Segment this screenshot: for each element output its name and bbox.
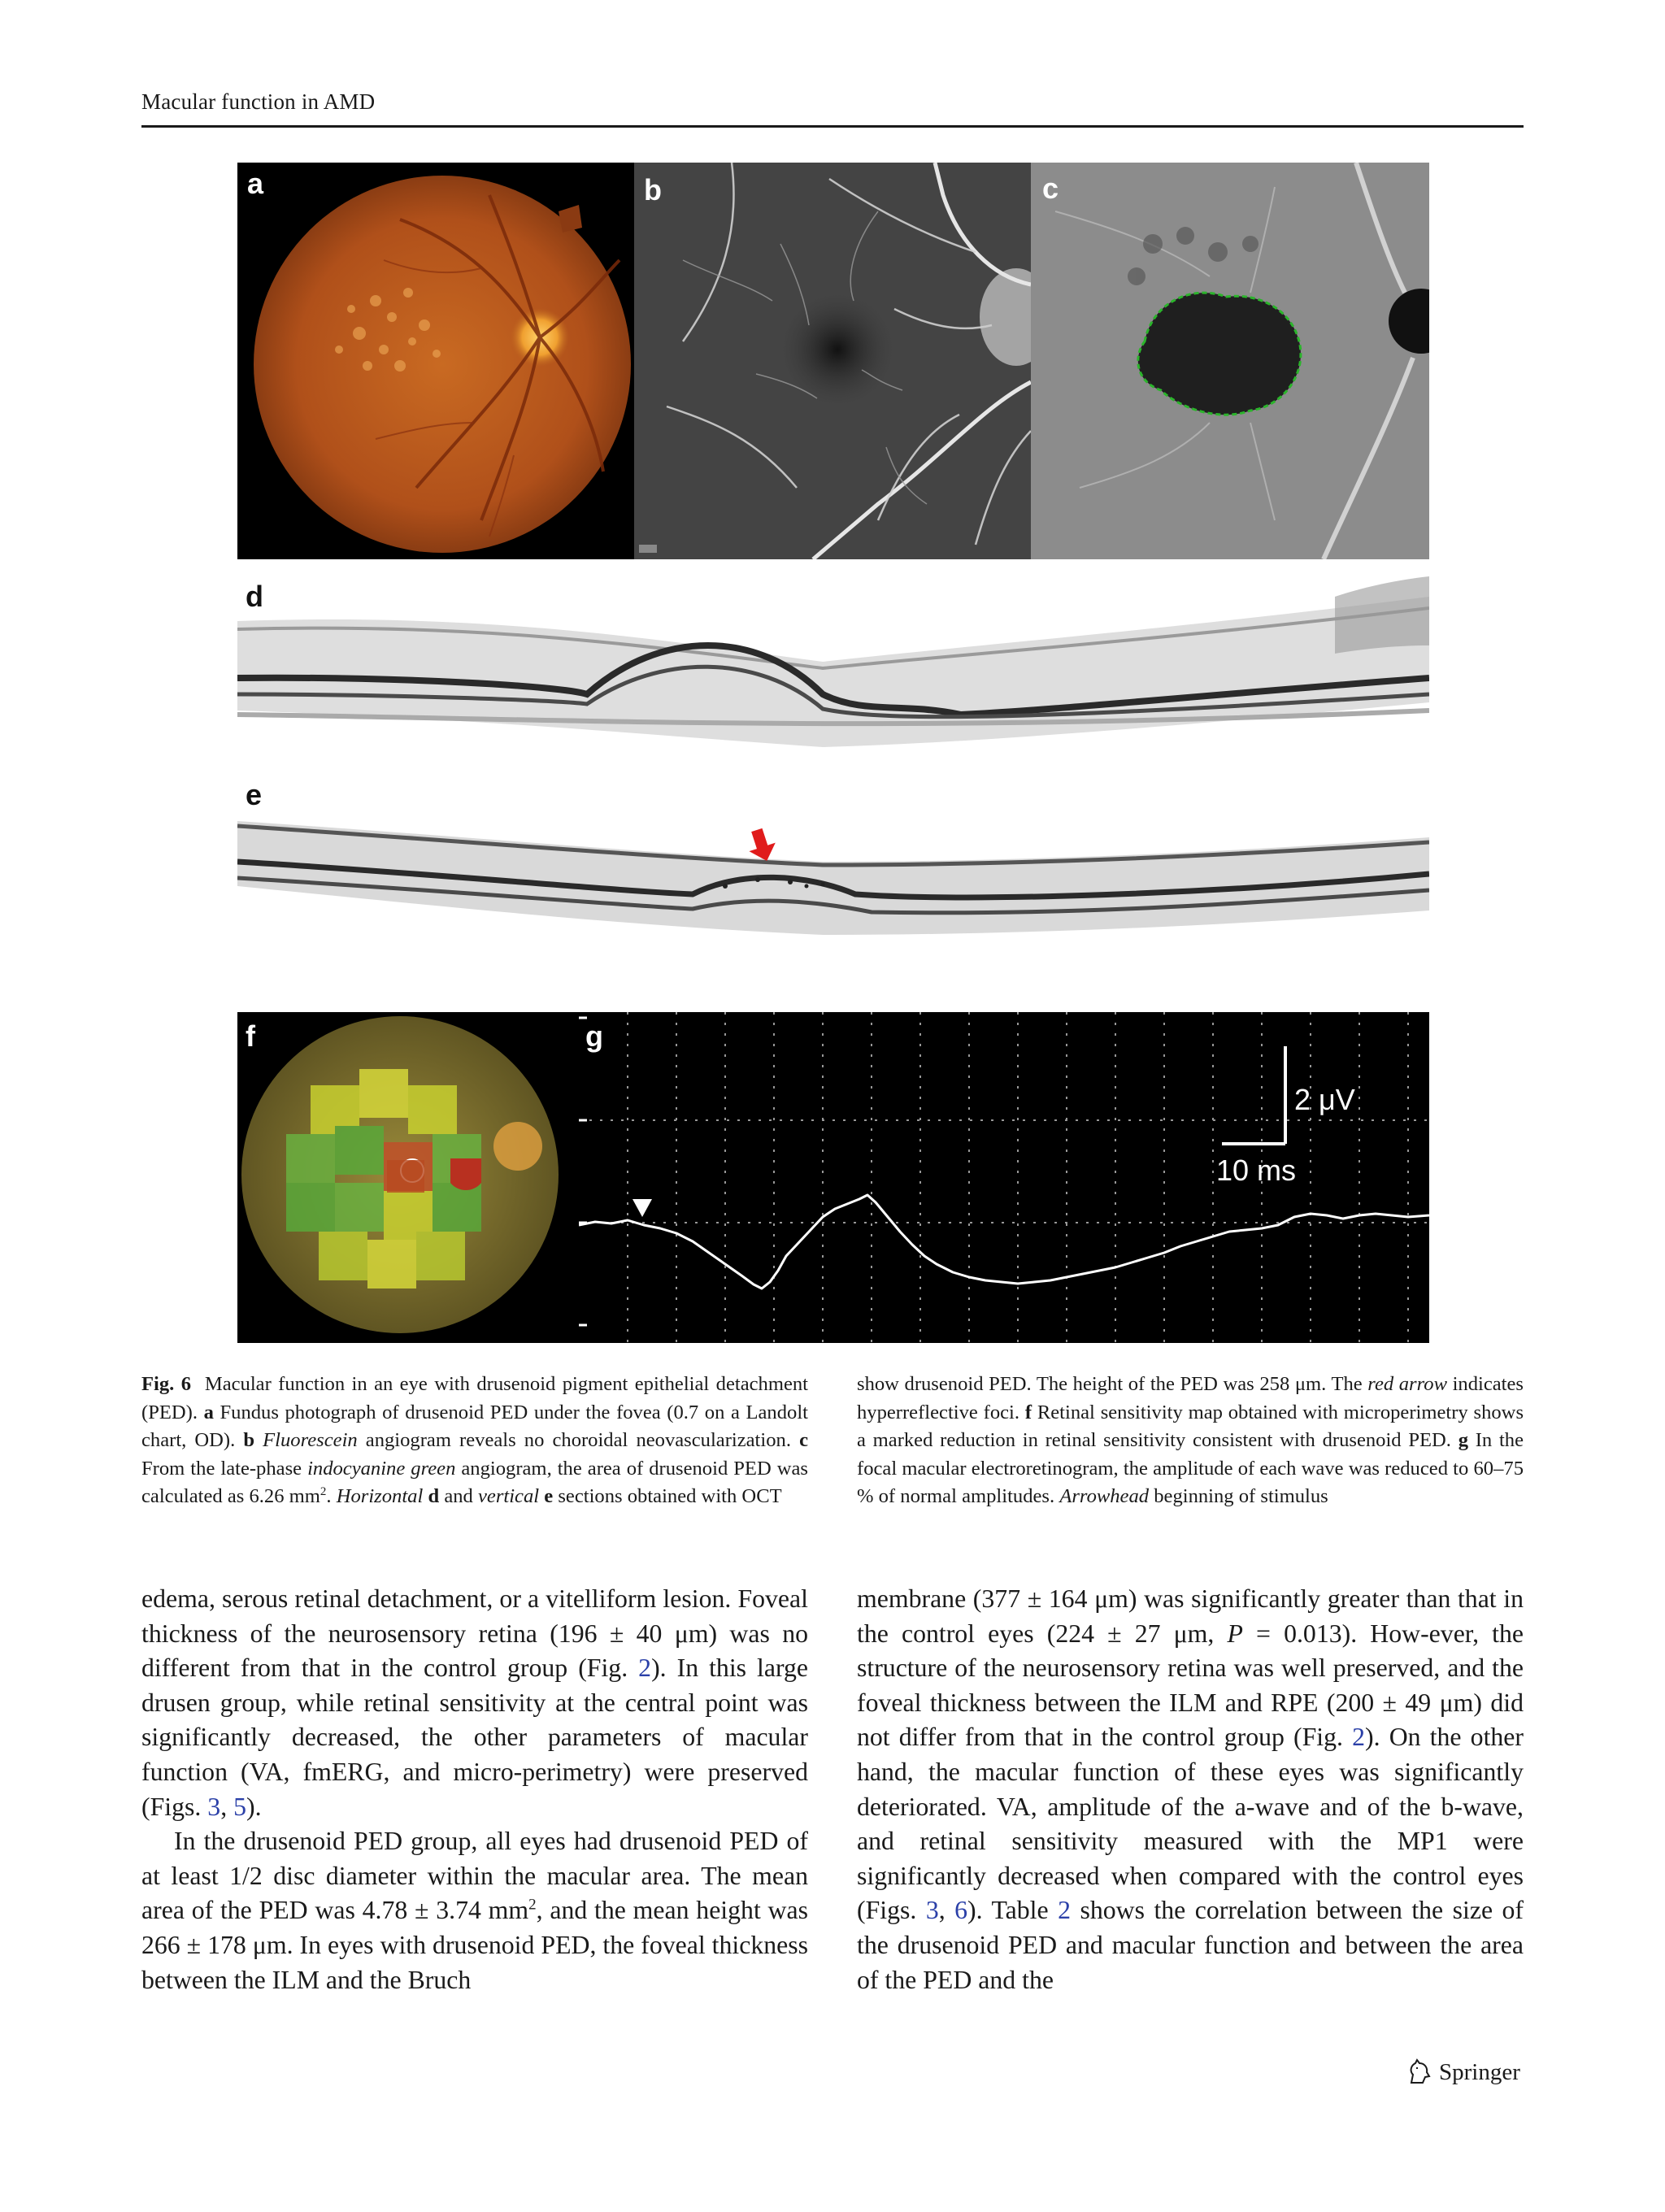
icg-angiogram-graphic bbox=[1031, 163, 1429, 559]
paragraph bbox=[141, 1824, 808, 1997]
microperimetry-map-graphic bbox=[237, 1012, 579, 1343]
caption-text: sections obtained with OCT bbox=[558, 1485, 782, 1507]
caption-text: angiogram reveals no choroidal neovascularization. bbox=[365, 1429, 791, 1451]
paragraph bbox=[857, 1582, 1524, 1997]
paragraph-text: , bbox=[220, 1792, 228, 1821]
panel-g-focal-erg bbox=[579, 1012, 1429, 1343]
body-column-left bbox=[141, 1582, 808, 1997]
vertical-oct-graphic bbox=[237, 772, 1429, 967]
caption-panel-ref: g bbox=[1458, 1429, 1468, 1451]
caption-text: From the late-phase bbox=[141, 1457, 302, 1480]
scale-bar-time-label: 10 ms bbox=[1216, 1154, 1297, 1187]
p-value-symbol: P bbox=[1227, 1619, 1243, 1648]
panel-label-g: g bbox=[585, 1019, 603, 1053]
publisher-mark bbox=[1405, 2058, 1520, 2086]
panel-label-c: c bbox=[1042, 172, 1059, 205]
panel-e-vertical-oct bbox=[237, 772, 1429, 967]
paragraph-text: ). In this large drusen group, while retinal sensitivity at the central point was significantly decreased, the other parameters of macular function (VA, fmERG, and micro-perimetry) were preserved (Figs. bbox=[141, 1654, 808, 1821]
caption-italic: Horizontal bbox=[336, 1485, 424, 1507]
caption-text: Retinal sensitivity map obtained with microperimetry shows a marked reduction in retinal sensitivity consistent with drusenoid PED. bbox=[857, 1401, 1524, 1451]
caption-text: beginning of stimulus bbox=[1154, 1485, 1328, 1507]
panel-b-fluorescein-angiogram bbox=[634, 163, 1031, 559]
paragraph-text: , bbox=[938, 1896, 946, 1925]
paragraph-text: ). bbox=[246, 1792, 262, 1821]
figure-ref-link[interactable]: 2 bbox=[638, 1654, 652, 1683]
figure-6 bbox=[237, 163, 1429, 1343]
caption-text: Fundus photograph of drusenoid PED under the fovea (0.7 on a Landolt chart, OD). bbox=[141, 1401, 808, 1451]
panel-label-b: b bbox=[644, 173, 662, 206]
paragraph-text: shows the correlation between the size of the drusenoid PED and macular function and between the area of the PED and the bbox=[857, 1896, 1524, 1994]
superscript: 2 bbox=[528, 1896, 537, 1914]
springer-horse-icon bbox=[1405, 2058, 1432, 2086]
figure-ref-link[interactable]: 2 bbox=[1352, 1723, 1366, 1752]
fundus-photo-graphic bbox=[237, 163, 634, 559]
caption-italic: indocyanine green bbox=[307, 1457, 456, 1480]
caption-panel-ref: a bbox=[203, 1401, 214, 1423]
paragraph-text: ). Table bbox=[967, 1896, 1049, 1925]
paragraph-text: = 0.013). How-ever, the structure of the neurosensory retina was well preserved, and the foveal thickness between the ILM and RPE (200 ± 49 μm) did not differ from that in the control group (Fig. bbox=[857, 1619, 1524, 1752]
paragraph-text: In the drusenoid PED group, all eyes had drusenoid PED of at least 1/2 disc diameter within the macular area. The mean area of the PED was 4.78 ± 3.74 mm bbox=[141, 1827, 808, 1925]
panel-d-horizontal-oct bbox=[237, 572, 1429, 759]
panel-c-icg-angiogram bbox=[1031, 163, 1429, 559]
paragraph-text: ). On the other hand, the macular function of these eyes was significantly deteriorated. VA, amplitude of the a-wave and of the b-wave, and retinal sensitivity measured with the MP1 were significantly decreased when compared with the control eyes (Figs. bbox=[857, 1723, 1524, 1925]
body-column-right bbox=[857, 1582, 1524, 1997]
figure-ref-link[interactable]: 3 bbox=[925, 1896, 939, 1925]
fluorescein-angiogram-graphic bbox=[634, 163, 1031, 559]
figure-caption-left bbox=[141, 1371, 808, 1511]
caption-text: angiogram, the area of drusenoid PED was calculated as 6.26 mm bbox=[141, 1457, 808, 1507]
paragraph-text: edema, serous retinal detachment, or a vitelliform lesion. Foveal thickness of the neurosensory retina (196 ± 40 μm) was no different from that in the control group (Fig. bbox=[141, 1584, 808, 1683]
caption-text: . bbox=[326, 1485, 332, 1507]
erg-trace-graphic bbox=[579, 1012, 1429, 1343]
running-head: Macular function in AMD bbox=[141, 89, 376, 114]
panel-label-f: f bbox=[246, 1019, 255, 1053]
caption-text: show drusenoid PED. The height of the PED was 258 μm. The bbox=[857, 1373, 1363, 1395]
caption-panel-ref: c bbox=[799, 1429, 808, 1451]
caption-italic: red arrow bbox=[1367, 1373, 1447, 1395]
caption-panel-ref: e bbox=[544, 1485, 554, 1507]
caption-superscript: 2 bbox=[320, 1484, 327, 1498]
panel-label-a: a bbox=[247, 167, 264, 200]
caption-panel-ref: d bbox=[428, 1485, 440, 1507]
horizontal-oct-graphic bbox=[237, 572, 1429, 759]
figure-label: Fig. 6 bbox=[141, 1373, 192, 1395]
paragraph bbox=[141, 1582, 808, 1824]
publisher-name: Springer bbox=[1439, 2058, 1520, 2085]
paragraph-text: membrane (377 ± 164 μm) was significantly greater than that in the control eyes (224 ± 27 μm, bbox=[857, 1584, 1524, 1648]
panel-f-microperimetry-map bbox=[237, 1012, 579, 1343]
caption-panel-ref: b bbox=[243, 1429, 255, 1451]
caption-text: Macular function in an eye with drusenoid pigment epithelial detachment (PED). bbox=[141, 1373, 809, 1423]
caption-panel-ref: f bbox=[1024, 1401, 1032, 1423]
caption-italic: Arrowhead bbox=[1059, 1485, 1150, 1507]
caption-italic: Fluorescein bbox=[263, 1429, 358, 1451]
panel-label-d: d bbox=[246, 580, 263, 613]
caption-text: indicates hyperreflective foci. bbox=[857, 1373, 1524, 1423]
panel-label-e: e bbox=[246, 778, 263, 811]
caption-italic: vertical bbox=[477, 1485, 540, 1507]
figure-ref-link[interactable]: 5 bbox=[233, 1792, 247, 1821]
caption-text: In the focal macular electroretinogram, the amplitude of each wave was reduced to 60–75 % of normal amplitudes. bbox=[857, 1429, 1524, 1507]
figure-ref-link[interactable]: 6 bbox=[954, 1896, 968, 1925]
header-rule bbox=[141, 125, 1524, 128]
caption-text: and bbox=[444, 1485, 473, 1507]
table-ref-link[interactable]: 2 bbox=[1058, 1896, 1072, 1925]
paragraph-text: , and the mean height was 266 ± 178 μm. In eyes with drusenoid PED, the foveal thickness between the ILM and the Bruch bbox=[141, 1896, 808, 1994]
figure-ref-link[interactable]: 3 bbox=[207, 1792, 221, 1821]
figure-caption-right bbox=[857, 1371, 1524, 1511]
scale-bar-amplitude-label: 2 μV bbox=[1294, 1083, 1355, 1116]
panel-a-fundus-photo bbox=[237, 163, 634, 559]
